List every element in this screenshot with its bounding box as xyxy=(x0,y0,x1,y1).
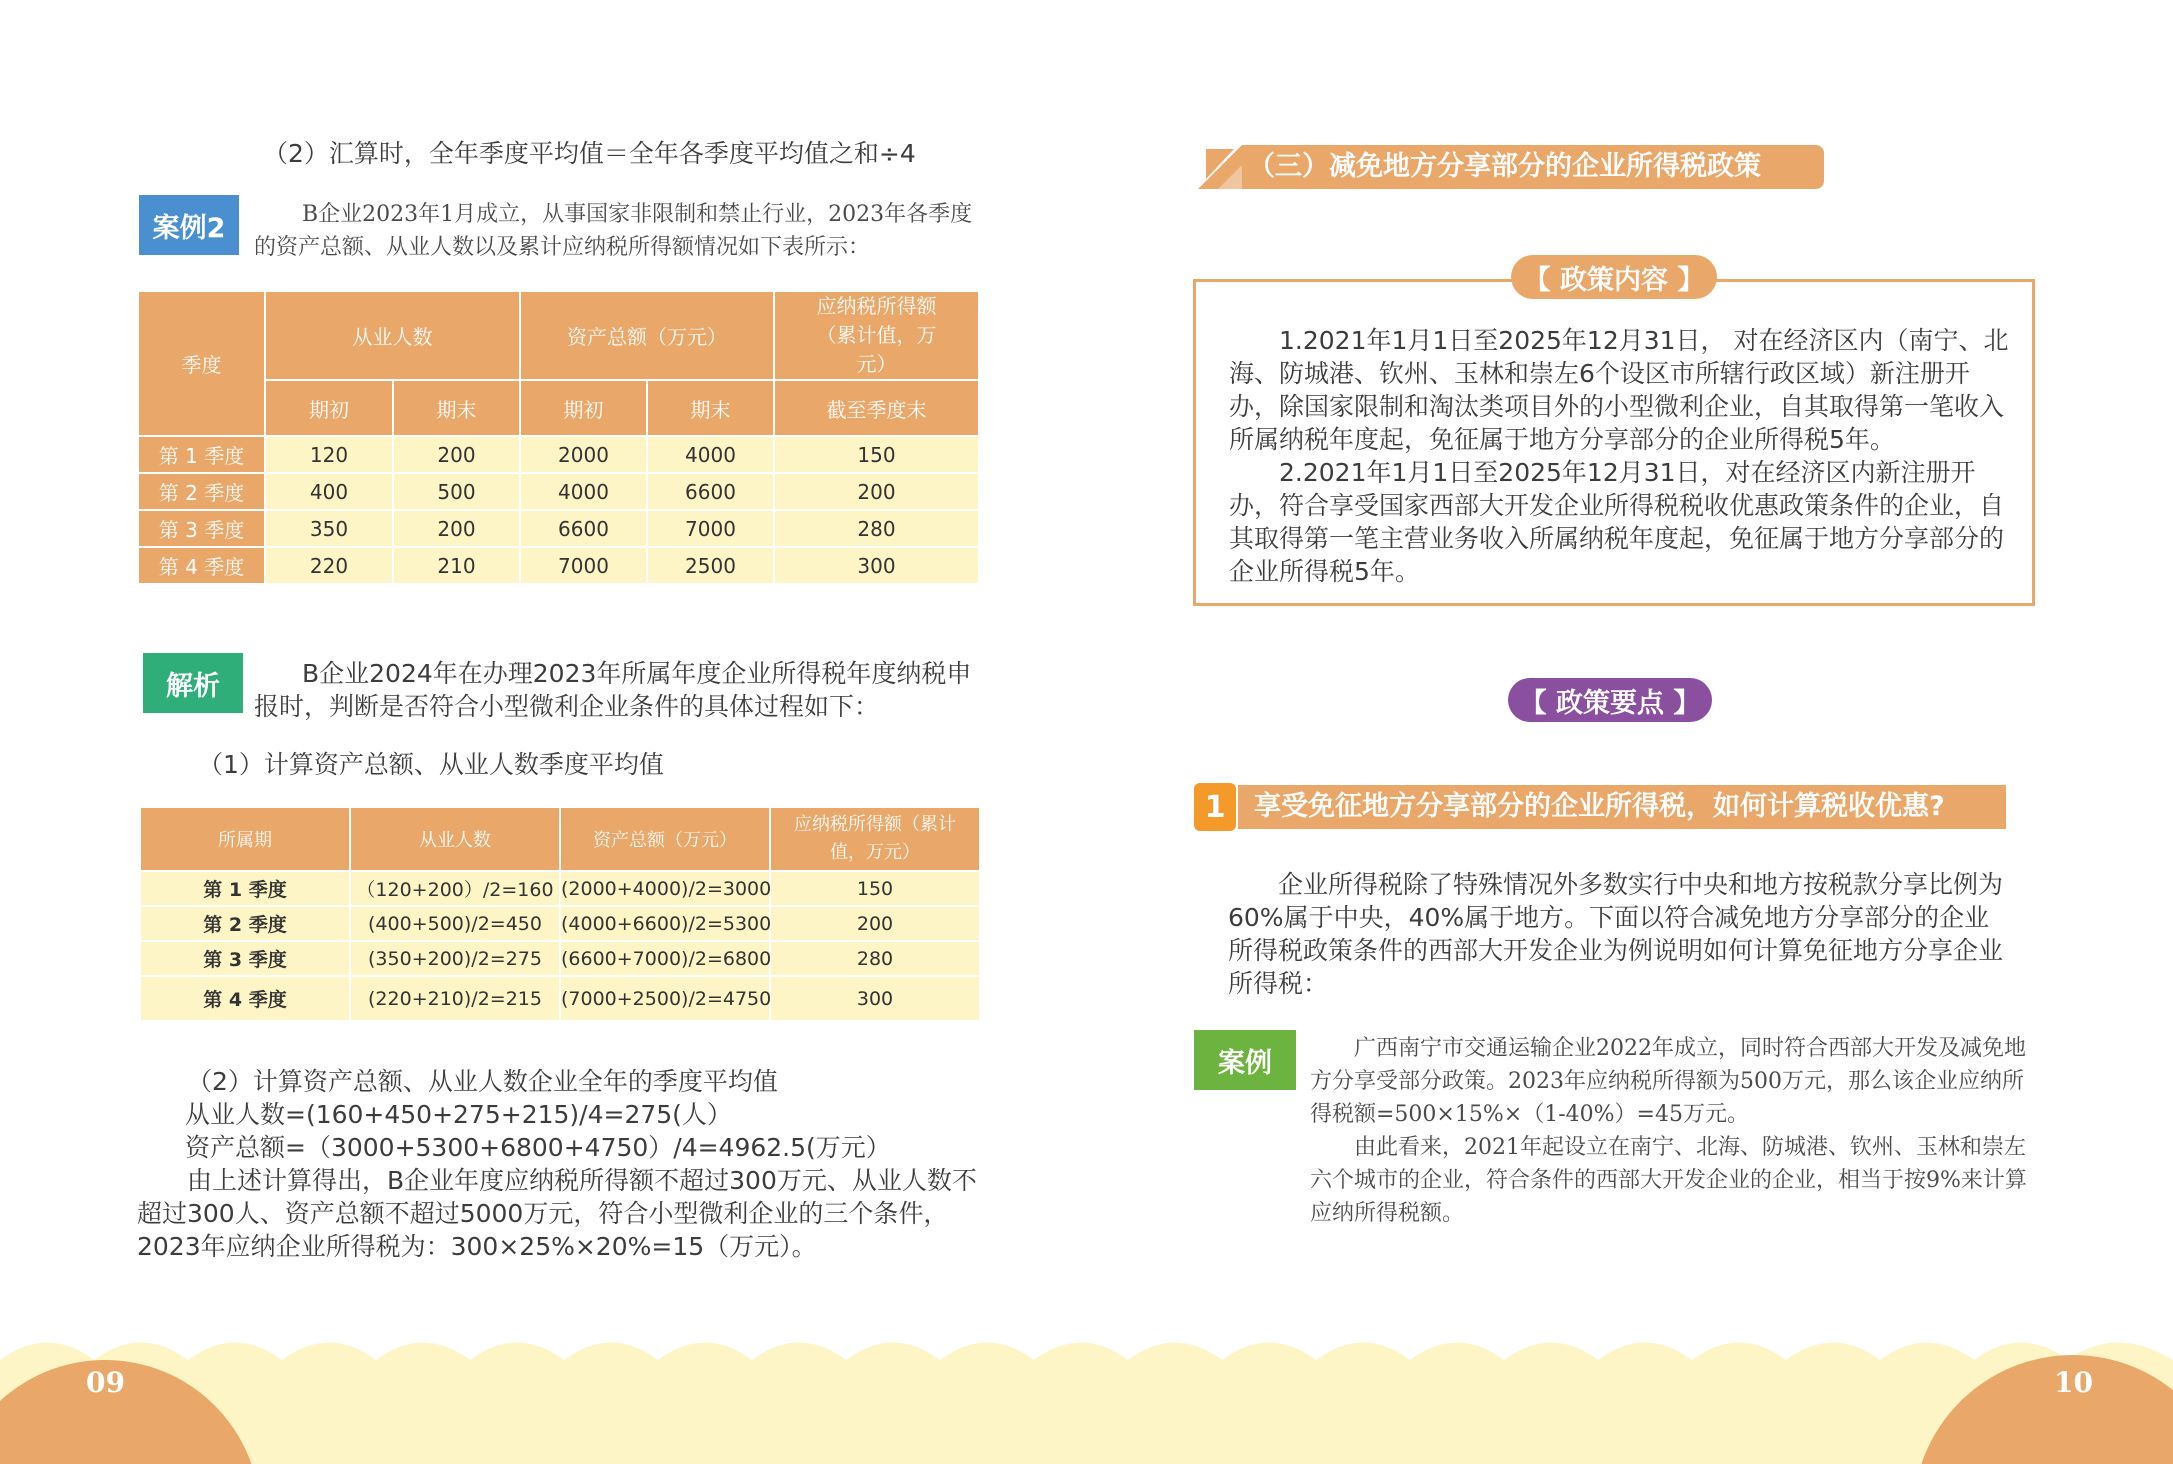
cell: 7000 xyxy=(647,510,774,547)
cell: 6600 xyxy=(520,510,647,547)
policy-points-label: 【 政策要点 】 xyxy=(1508,678,1712,722)
question-1-header xyxy=(1194,783,2006,831)
cell: 2500 xyxy=(647,547,774,584)
analysis-tag: 解析 xyxy=(143,653,243,713)
col-quarter: 季度 xyxy=(138,291,265,436)
case-tag: 案例 xyxy=(1194,1030,1296,1090)
col-staff: 从业人数 xyxy=(350,807,560,871)
row-label: 第 3 季度 xyxy=(140,941,350,976)
question-1-text: 企业所得税除了特殊情况外多数实行中央和地方按税款分享比例为60%属于中央，40%属于地方。下面以符合减免地方分享部分的企业所得税政策条件的西部大开发企业为例说明如何计算免征地方分享企业所得税： xyxy=(1228,870,2004,998)
cell: (400+500)/2=450 xyxy=(350,906,560,941)
cell: 280 xyxy=(774,510,979,547)
row-label: 第 1 季度 xyxy=(138,436,265,473)
cell: 500 xyxy=(393,473,520,510)
col-period: 所属期 xyxy=(140,807,350,871)
case-paragraph-2: 由此看来，2021年起设立在南宁、北海、防城港、钦州、玉林和崇左六个城市的企业，符合条件的西部大开发企业的企业，相当于按9%来计算应纳所得税额。 xyxy=(1310,1135,2027,1226)
page-number-right: 10 xyxy=(2054,1366,2093,1399)
cell: (2000+4000)/2=3000 xyxy=(560,871,770,906)
step2-text: （2）计算资产总额、从业人数企业全年的季度平均值 xyxy=(187,1067,778,1096)
case-paragraph-1: 广西南宁市交通运输企业2022年成立，同时符合西部大开发及减免地方分享受部分政策。2023年应纳税所得额为500万元，那么该企业应纳所得税额=500×15%×（1-40%）=45万元。 xyxy=(1310,1036,2026,1127)
sub-staff-end: 期末 xyxy=(393,380,520,436)
step1-text: （1）计算资产总额、从业人数季度平均值 xyxy=(198,750,664,779)
col-income: 应纳税所得额（累计值，万元） xyxy=(774,291,979,380)
cell: 150 xyxy=(774,436,979,473)
cell: (7000+2500)/2=4750 xyxy=(560,976,770,1021)
policy-content-box xyxy=(1193,279,2035,606)
row-label: 第 2 季度 xyxy=(140,906,350,941)
cell: 200 xyxy=(770,906,980,941)
col-assets: 资产总额（万元） xyxy=(520,291,774,380)
policy-paragraph-2: 2.2021年1月1日至2025年12月31日，对在经济区内新注册开办，符合享受国家西部大开发企业所得税税收优惠政策条件的企业，自其取得第一笔主营业务收入所属纳税年度起，免征属于地方分享部分的企业所得税5年。 xyxy=(1229,458,2005,586)
cell: 7000 xyxy=(520,547,647,584)
case2-tag: 案例2 xyxy=(139,195,239,255)
col-assets: 资产总额（万元） xyxy=(560,807,770,871)
cell: 200 xyxy=(393,436,520,473)
row-label: 第 1 季度 xyxy=(140,871,350,906)
cell: 300 xyxy=(770,976,980,1021)
right-corner-circle xyxy=(1913,1340,2173,1464)
col-staff: 从业人数 xyxy=(265,291,520,380)
cell: 4000 xyxy=(520,473,647,510)
analysis-text: B企业2024年在办理2023年所属年度企业所得税年度纳税申报时，判断是否符合小型微利企业条件的具体过程如下： xyxy=(254,659,972,721)
sub-to-quarter-end: 截至季度末 xyxy=(774,380,979,436)
sub-assets-begin: 期初 xyxy=(520,380,647,436)
row-label: 第 2 季度 xyxy=(138,473,265,510)
section-title: （三）减免地方分享部分的企业所得税政策 xyxy=(1248,151,1761,182)
policy-paragraph-1: 1.2021年1月1日至2025年12月31日， 对在经济区内（南宁、北海、防城港、钦州、玉林和崇左6个设区市所辖行政区域）新注册开办，除国家限制和淘汰类项目外的小型微利企业，自其取得第一笔收入所属纳税年度起，免征属于地方分享部分的企业所得税5年。 xyxy=(1229,326,2009,454)
case2-text: B企业2023年1月成立，从事国家非限制和禁止行业，2023年各季度的资产总额、从业人数以及累计应纳税所得额情况如下表所示： xyxy=(254,202,973,260)
cell: 350 xyxy=(265,510,393,547)
average-calc-table xyxy=(139,806,981,1022)
table-row xyxy=(138,547,979,584)
chevron-flag-icon xyxy=(1196,145,1242,189)
col-income: 应纳税所得额（累计值，万元） xyxy=(770,807,980,871)
table-row xyxy=(138,436,979,473)
table-row xyxy=(138,473,979,510)
cell: (220+210)/2=215 xyxy=(350,976,560,1021)
cell: 150 xyxy=(770,871,980,906)
table-row xyxy=(140,871,980,906)
cell: 200 xyxy=(393,510,520,547)
cell: 6600 xyxy=(647,473,774,510)
cell: （120+200）/2=160 xyxy=(350,871,560,906)
left-corner-circle xyxy=(0,1340,260,1464)
table-row xyxy=(140,941,980,976)
table-row xyxy=(140,976,980,1021)
staff-formula: 从业人数=(160+450+275+215)/4=275(人） xyxy=(185,1100,732,1129)
cell: 2000 xyxy=(520,436,647,473)
quarterly-data-table xyxy=(137,290,980,585)
table-row xyxy=(140,906,980,941)
cell: (6600+7000)/2=6800 xyxy=(560,941,770,976)
policy-content-label: 【 政策内容 】 xyxy=(1511,255,1717,299)
row-label: 第 4 季度 xyxy=(140,976,350,1021)
assets-formula: 资产总额=（3000+5300+6800+4750）/4=4962.5(万元） xyxy=(185,1133,891,1162)
cell: 280 xyxy=(770,941,980,976)
cell: (4000+6600)/2=5300 xyxy=(560,906,770,941)
section-header xyxy=(1196,145,1824,189)
cell: 210 xyxy=(393,547,520,584)
table-row xyxy=(138,510,979,547)
cell: 220 xyxy=(265,547,393,584)
page-number-left: 09 xyxy=(86,1366,125,1399)
question-number: 1 xyxy=(1194,783,1236,831)
footer-wave-decoration xyxy=(0,1320,2173,1464)
row-label: 第 3 季度 xyxy=(138,510,265,547)
cell: 120 xyxy=(265,436,393,473)
row-label: 第 4 季度 xyxy=(138,547,265,584)
cell: 200 xyxy=(774,473,979,510)
sub-staff-begin: 期初 xyxy=(265,380,393,436)
conclusion-text: 由上述计算得出，B企业年度应纳税所得额不超过300万元、从业人数不超过300人、资产总额不超过5000万元，符合小型微利企业的三个条件，2023年应纳企业所得税为：300×25%×20%=15（万元）。 xyxy=(137,1166,977,1261)
sub-assets-end: 期末 xyxy=(647,380,774,436)
question-title: 享受免征地方分享部分的企业所得税，如何计算税收优惠? xyxy=(1254,791,1945,822)
cell: 4000 xyxy=(647,436,774,473)
cell: (350+200)/2=275 xyxy=(350,941,560,976)
cell: 300 xyxy=(774,547,979,584)
formula-line: （2）汇算时，全年季度平均值＝全年各季度平均值之和÷4 xyxy=(263,139,916,168)
cell: 400 xyxy=(265,473,393,510)
